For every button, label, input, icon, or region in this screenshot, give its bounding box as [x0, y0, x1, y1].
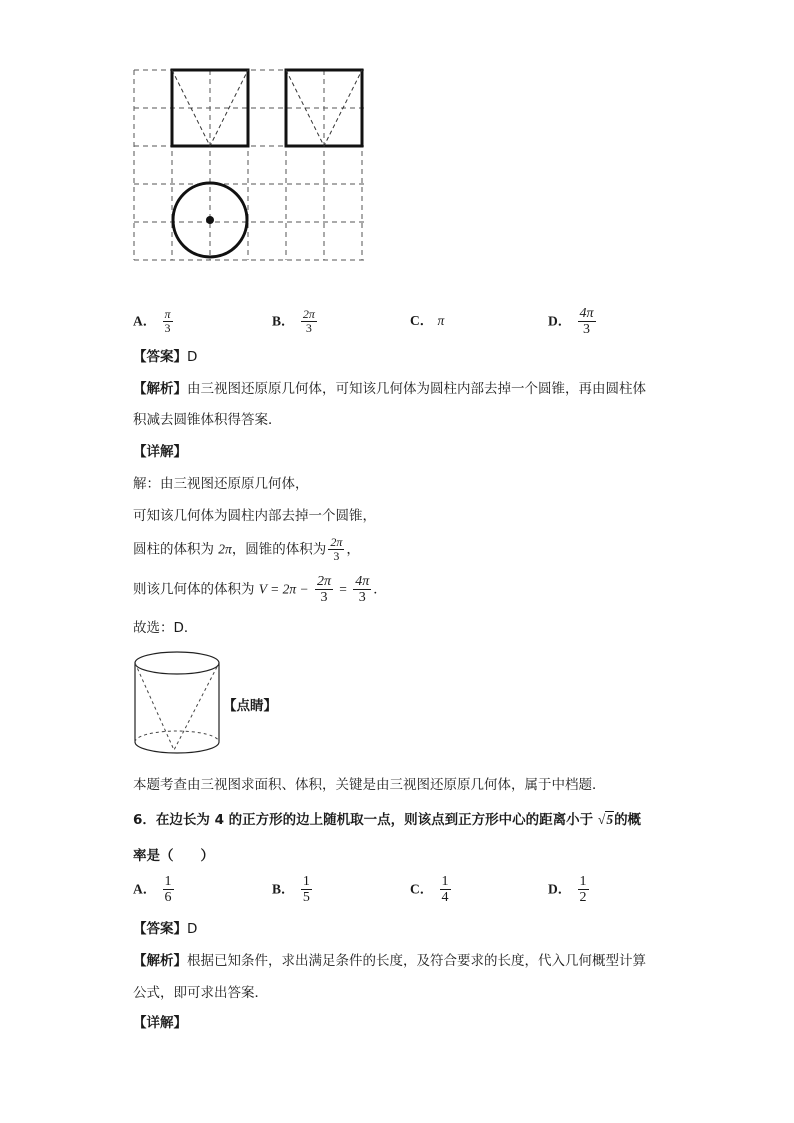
option-fraction: $\frac{1}{2}$ [579, 874, 587, 905]
q5-solution-line-2: 可知该几何体为圆柱内部去掉一个圆锥， [133, 508, 376, 524]
answer-value: D [187, 921, 198, 937]
q5-answer-line [133, 348, 197, 366]
q5-highlight-tag: 【点睛】 [223, 698, 277, 714]
q6-option-d [548, 874, 591, 905]
q6-detail-tag: 【详解】 [133, 1015, 187, 1031]
q6-stem-line-1: 6．在边长为 4 的正方形的边上随机取一点，则该点到正方形中心的距离小于 √5的概 [133, 812, 642, 828]
q5-option-b [272, 308, 319, 335]
answer-tag: 【答案】 [133, 921, 187, 937]
top-view-center-dot [206, 216, 214, 224]
q5-option-a [133, 308, 175, 335]
option-letter: B． [272, 313, 295, 329]
q5-option-d [548, 306, 598, 337]
option-letter: C． [410, 313, 434, 328]
option-letter: B． [272, 881, 295, 897]
q5-comment: 本题考查由三视图求面积、体积，关键是由三视图还原原几何体，属于中档题． [133, 777, 606, 793]
q6-analysis-line-2: 公式，即可求出答案． [133, 985, 268, 1001]
option-letter: A． [133, 313, 157, 329]
q6-stem-line-2: 率是（ ） [133, 848, 214, 864]
option-fraction: $\frac{1}{5}$ [302, 874, 310, 905]
option-letter: D． [548, 313, 572, 329]
option-value: π [437, 313, 445, 328]
q6-analysis-line-1: 【解析】根据已知条件，求出满足条件的长度，及符合要求的长度，代入几何概型计算 [133, 953, 646, 969]
grid-lines [134, 70, 366, 260]
q5-analysis-line-2: 积减去圆锥体积得答案． [133, 412, 282, 428]
option-letter: A． [133, 881, 157, 897]
answer-value: D [187, 349, 198, 365]
cylinder-volume: 2π [218, 541, 232, 557]
q5-option-c [410, 312, 444, 330]
q5-solution-line-1: 解：由三视图还原原几何体， [133, 476, 309, 492]
volume-expression: V = 2π − [258, 581, 309, 597]
option-fraction: $\frac{4\pi}{3}$ [579, 306, 594, 337]
volume-fraction-1: $\frac{2\pi}{3}$ [316, 574, 331, 605]
volume-fraction-2: $\frac{4\pi}{3}$ [355, 574, 370, 605]
inner-cone [135, 663, 219, 750]
option-fraction: $\frac{1}{4}$ [441, 874, 449, 905]
analysis-tag: 【解析】 [133, 381, 187, 397]
option-fraction: $\frac{\pi}{3}$ [164, 307, 171, 335]
q5-detail-tag: 【详解】 [133, 444, 187, 460]
option-letter: D． [548, 881, 572, 897]
cylinder-top-ellipse [135, 652, 219, 674]
q6-option-b [272, 874, 314, 905]
option-letter: C． [410, 881, 434, 897]
q5-choice-line: 故选：D． [133, 620, 198, 636]
q6-option-c [410, 874, 453, 905]
analysis-tag: 【解析】 [133, 953, 187, 969]
q6-option-a [133, 874, 176, 905]
option-fraction: $\frac{2\pi}{3}$ [302, 307, 315, 335]
cylinder-bottom-back [135, 731, 219, 742]
option-fraction: $\frac{1}{6}$ [164, 874, 172, 905]
q5-solution-line-3: 圆柱的体积为 2π，圆锥的体积为 $\frac{2\pi}{3}$ ， [133, 535, 360, 563]
q6-answer-line [133, 920, 197, 938]
q5-solution-line-4: 则该几何体的体积为 V = 2π − $\frac{2\pi}{3}$ = $\frac{4\pi}{3}$ ． [133, 574, 387, 605]
cone-volume-fraction: $\frac{2\pi}{3}$ [330, 535, 343, 563]
cylinder-figure [130, 646, 226, 758]
three-view-diagram [132, 68, 372, 264]
q5-analysis-line-1: 【解析】由三视图还原原几何体，可知该几何体为圆柱内部去掉一个圆锥，再由圆柱体 [133, 381, 646, 397]
answer-tag: 【答案】 [133, 349, 187, 365]
sqrt-expression: √5 [597, 812, 614, 827]
